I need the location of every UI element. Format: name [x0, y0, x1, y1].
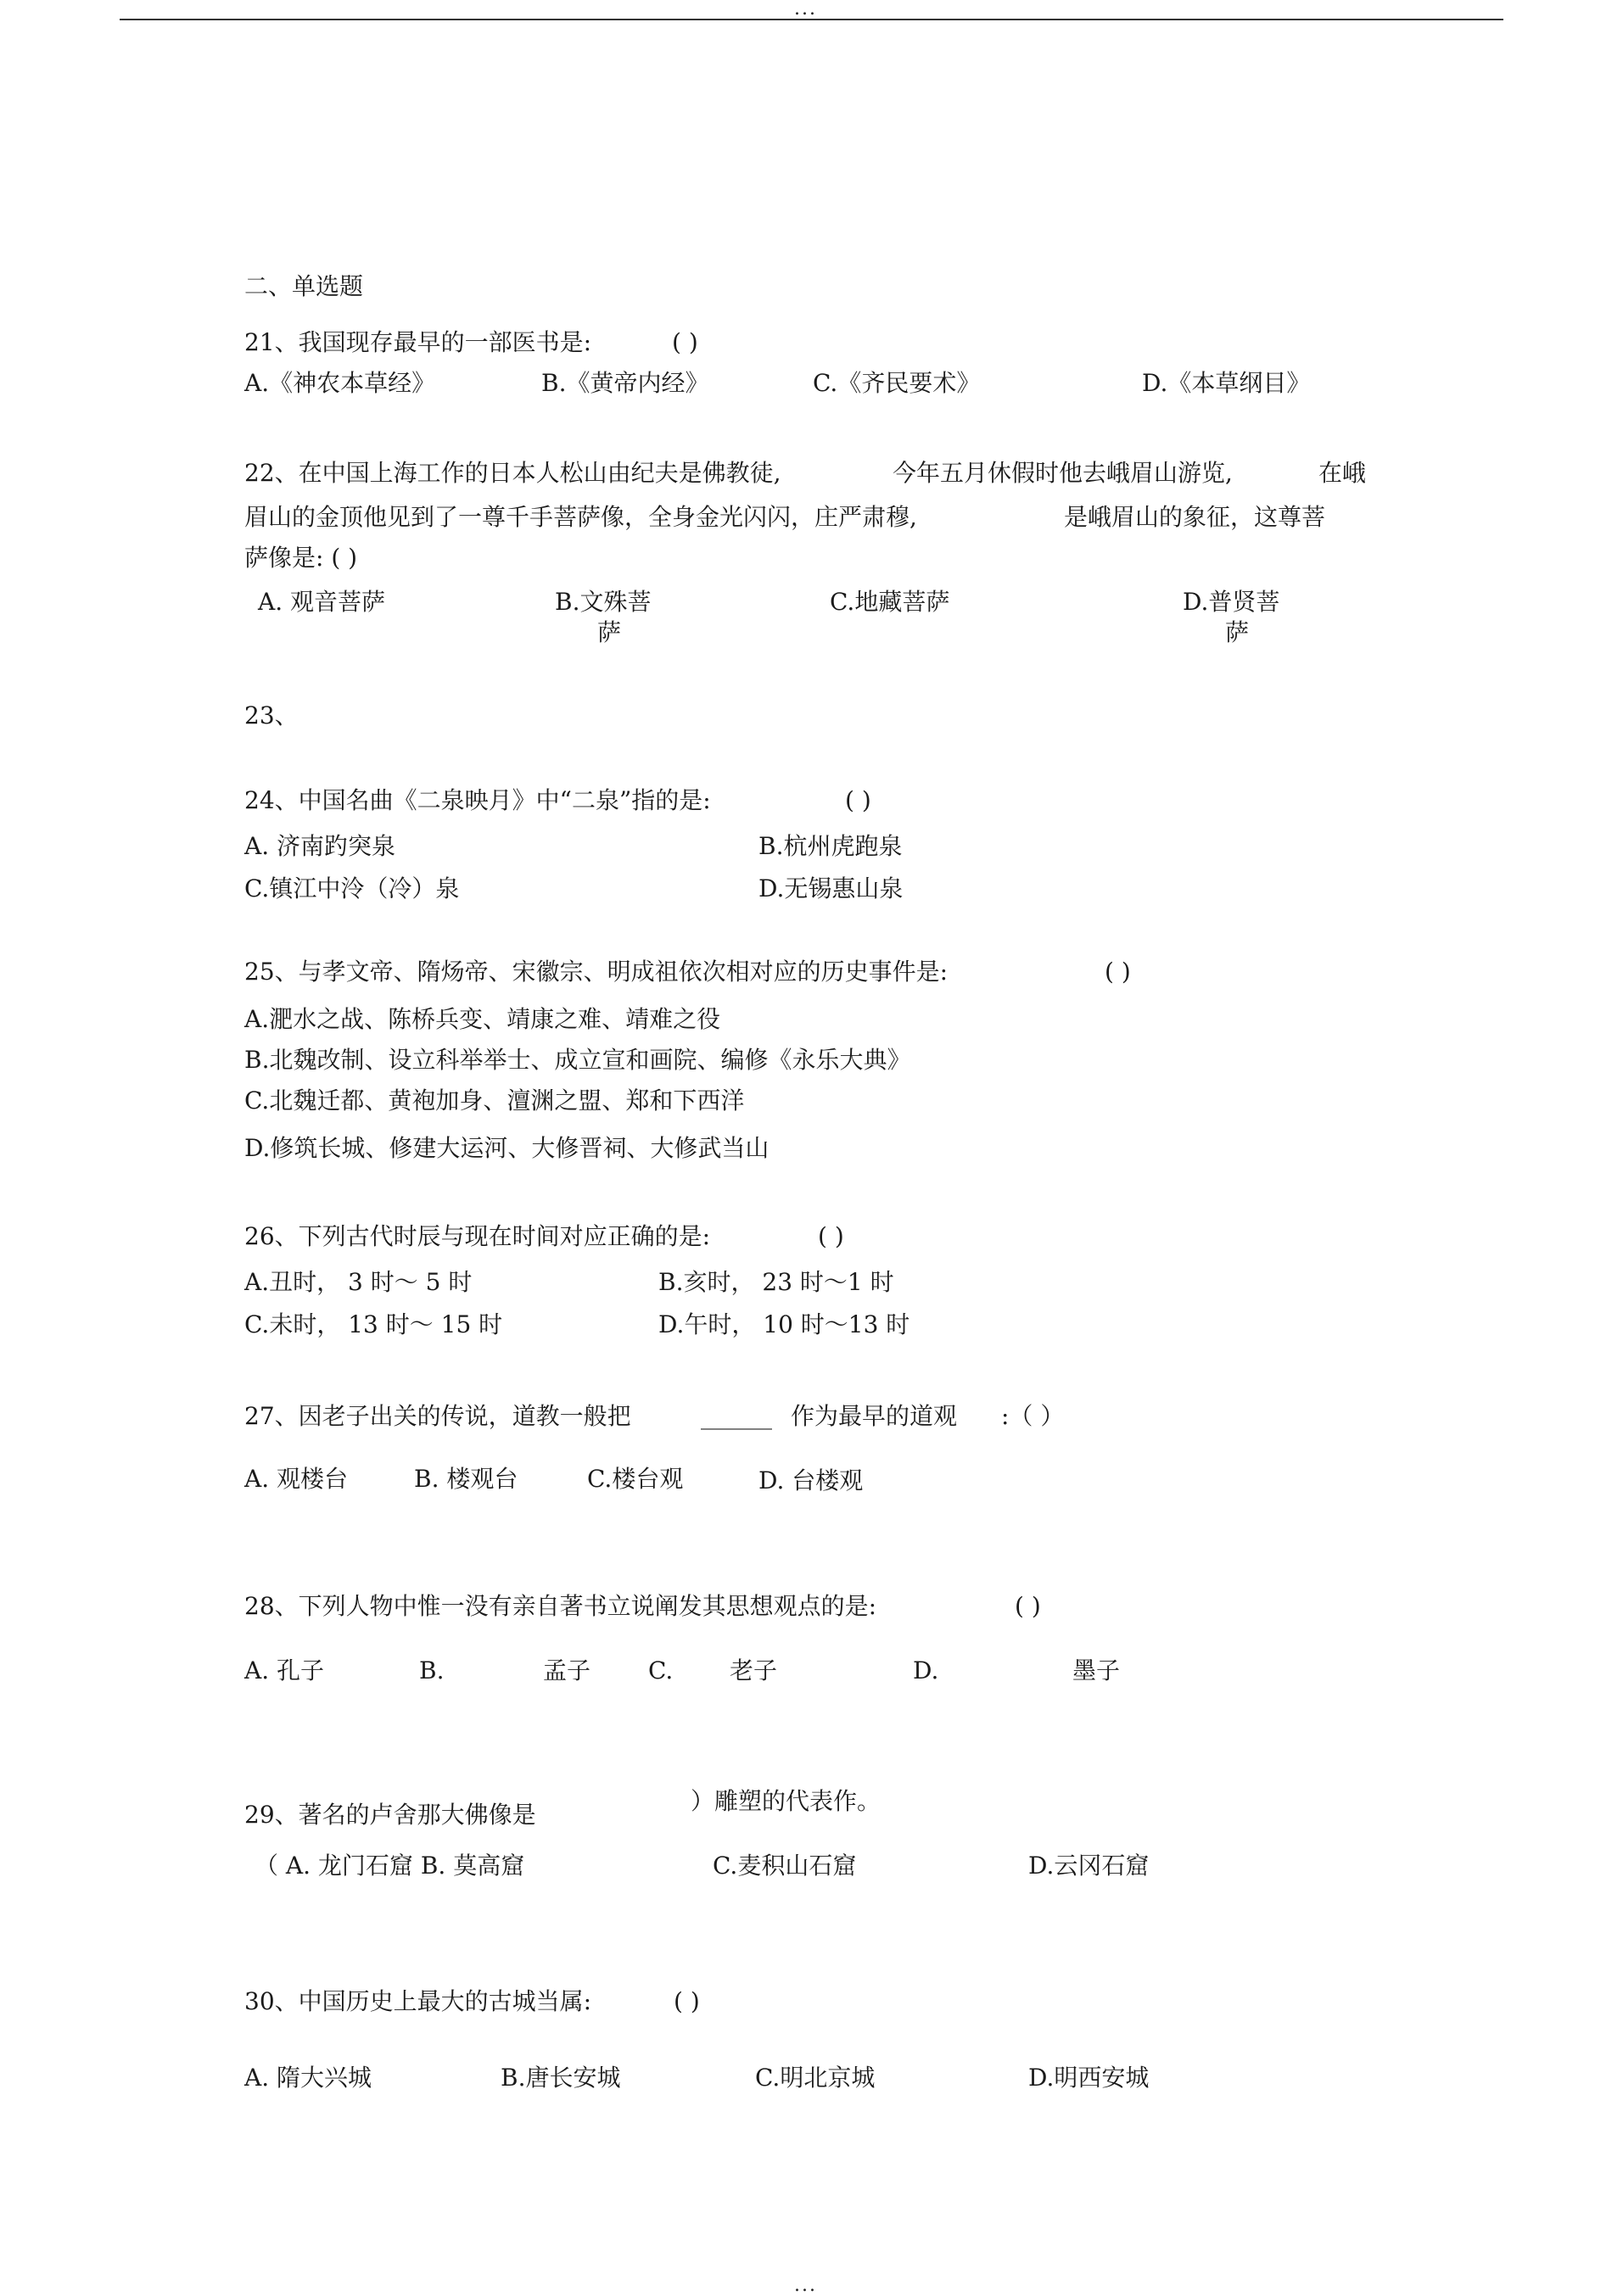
question-22-stem-line1a: 22、在中国上海工作的日本人松山由纪夫是佛教徒, [244, 459, 781, 487]
question-25-answer-paren: ( ) [1105, 958, 1131, 986]
question-24-stem: 24、中国名曲《二泉映月》中“二泉”指的是: [244, 786, 711, 814]
question-29-option-ab: （ A. 龙门石窟 B. 莫高窟 [255, 1852, 525, 1880]
question-22-option-d: D.普贤菩 [1183, 588, 1280, 616]
question-26-answer-paren: ( ) [818, 1222, 844, 1250]
question-28-stem: 28、下列人物中惟一没有亲自著书立说阐发其思想观点的是: [244, 1592, 877, 1620]
header-dots: ... [794, 0, 817, 20]
question-27-option-c: C.楼台观 [587, 1465, 684, 1493]
question-23-stem: 23、 [244, 701, 299, 729]
question-25-stem: 25、与孝文帝、隋炀帝、宋徽宗、明成祖依次相对应的历史事件是: [244, 958, 949, 986]
question-22-stem-line1c: 在峨 [1318, 459, 1367, 487]
question-28-option-b-text: 孟子 [543, 1656, 591, 1684]
question-24-option-a: A. 济南趵突泉 [244, 832, 396, 860]
question-24-option-b: B.杭州虎跑泉 [758, 832, 903, 860]
question-21-stem: 21、我国现存最早的一部医书是: [244, 328, 592, 356]
question-26-option-d: D.午时， 10 时～13 时 [658, 1310, 910, 1338]
question-28-option-c-letter: C. [648, 1656, 674, 1684]
question-30-answer-paren: ( ) [674, 1987, 700, 2015]
question-27-option-a: A. 观楼台 [244, 1465, 349, 1493]
question-30-option-b: B.唐长安城 [501, 2064, 621, 2092]
question-29-stem: 29、著名的卢舍那大佛像是 [244, 1801, 536, 1829]
question-24-option-d: D.无锡惠山泉 [758, 874, 904, 902]
question-22-option-b: B.文殊菩 [555, 588, 652, 616]
question-26-option-b: B.亥时， 23 时～1 时 [658, 1268, 894, 1296]
question-27-option-d: D. 台楼观 [758, 1466, 864, 1494]
question-30-stem: 30、中国历史上最大的古城当属: [244, 1987, 592, 2015]
question-30-option-c: C.明北京城 [755, 2064, 876, 2092]
question-22-option-c: C.地藏菩萨 [830, 588, 950, 616]
question-25-option-a: A.淝水之战、陈桥兵变、靖康之难、靖难之役 [244, 1005, 721, 1033]
footer-dots: ... [794, 2275, 817, 2296]
question-21-option-a: A.《神农本草经》 [244, 369, 436, 397]
question-22-option-b-wrap: 萨 [597, 618, 622, 646]
question-28-option-d-letter: D. [913, 1656, 939, 1684]
section-title: 二、单选题 [244, 272, 364, 300]
question-22-stem-line2b: 是峨眉山的象征，这尊菩 [1064, 503, 1326, 531]
question-22-option-a: A. 观音菩萨 [258, 588, 386, 616]
question-22-stem-line2a: 眉山的金顶他见到了一尊千手菩萨像，全身金光闪闪，庄严肃穆, [244, 503, 917, 531]
question-22-option-d-wrap: 萨 [1225, 618, 1250, 646]
question-30-option-a: A. 隋大兴城 [244, 2064, 372, 2092]
question-28-option-c-text: 老子 [730, 1656, 778, 1684]
question-27-stem-end: 作为最早的道观 [791, 1402, 958, 1430]
question-27-stem-start: 27、因老子出关的传说，道教一般把 [244, 1402, 631, 1430]
question-21-option-c: C.《齐民要术》 [813, 369, 981, 397]
question-30-option-d: D.明西安城 [1028, 2064, 1150, 2092]
question-22-stem-line3: 萨像是: ( ) [244, 544, 358, 572]
question-26-stem: 26、下列古代时辰与现在时间对应正确的是: [244, 1222, 711, 1250]
question-28-option-b-letter: B. [419, 1656, 445, 1684]
question-21-option-d: D.《本草纲目》 [1142, 369, 1311, 397]
question-27-answer-paren: :（ ） [1001, 1402, 1065, 1430]
question-28-option-a: A. 孔子 [244, 1656, 325, 1684]
header-rule [120, 19, 1503, 20]
question-29-option-d: D.云冈石窟 [1028, 1852, 1150, 1880]
question-21-option-b: B.《黄帝内经》 [541, 369, 709, 397]
question-28-answer-paren: ( ) [1015, 1592, 1041, 1620]
question-24-answer-paren: ( ) [845, 786, 871, 814]
question-27-option-b: B. 楼观台 [414, 1465, 518, 1493]
question-25-option-d: D.修筑长城、修建大运河、大修晋祠、大修武当山 [244, 1134, 770, 1162]
question-22-stem-line1b: 今年五月休假时他去峨眉山游览, [893, 459, 1233, 487]
question-26-option-c: C.未时， 13 时～ 15 时 [244, 1310, 503, 1338]
question-25-option-c: C.北魏迁都、黄袍加身、澶渊之盟、郑和下西洋 [244, 1087, 745, 1114]
question-28-option-d-text: 墨子 [1072, 1656, 1121, 1684]
question-29-stem-tail: ）雕塑的代表作。 [691, 1787, 881, 1815]
question-25-option-b: B.北魏改制、设立科举举士、成立宣和画院、编修《永乐大典》 [244, 1046, 911, 1074]
question-29-option-c: C.麦积山石窟 [713, 1852, 857, 1880]
question-21-answer-paren: ( ) [672, 328, 698, 356]
question-24-option-c: C.镇江中泠（冷）泉 [244, 874, 460, 902]
question-26-option-a: A.丑时， 3 时～ 5 时 [244, 1268, 473, 1296]
question-27-blank: ______ [701, 1402, 772, 1430]
